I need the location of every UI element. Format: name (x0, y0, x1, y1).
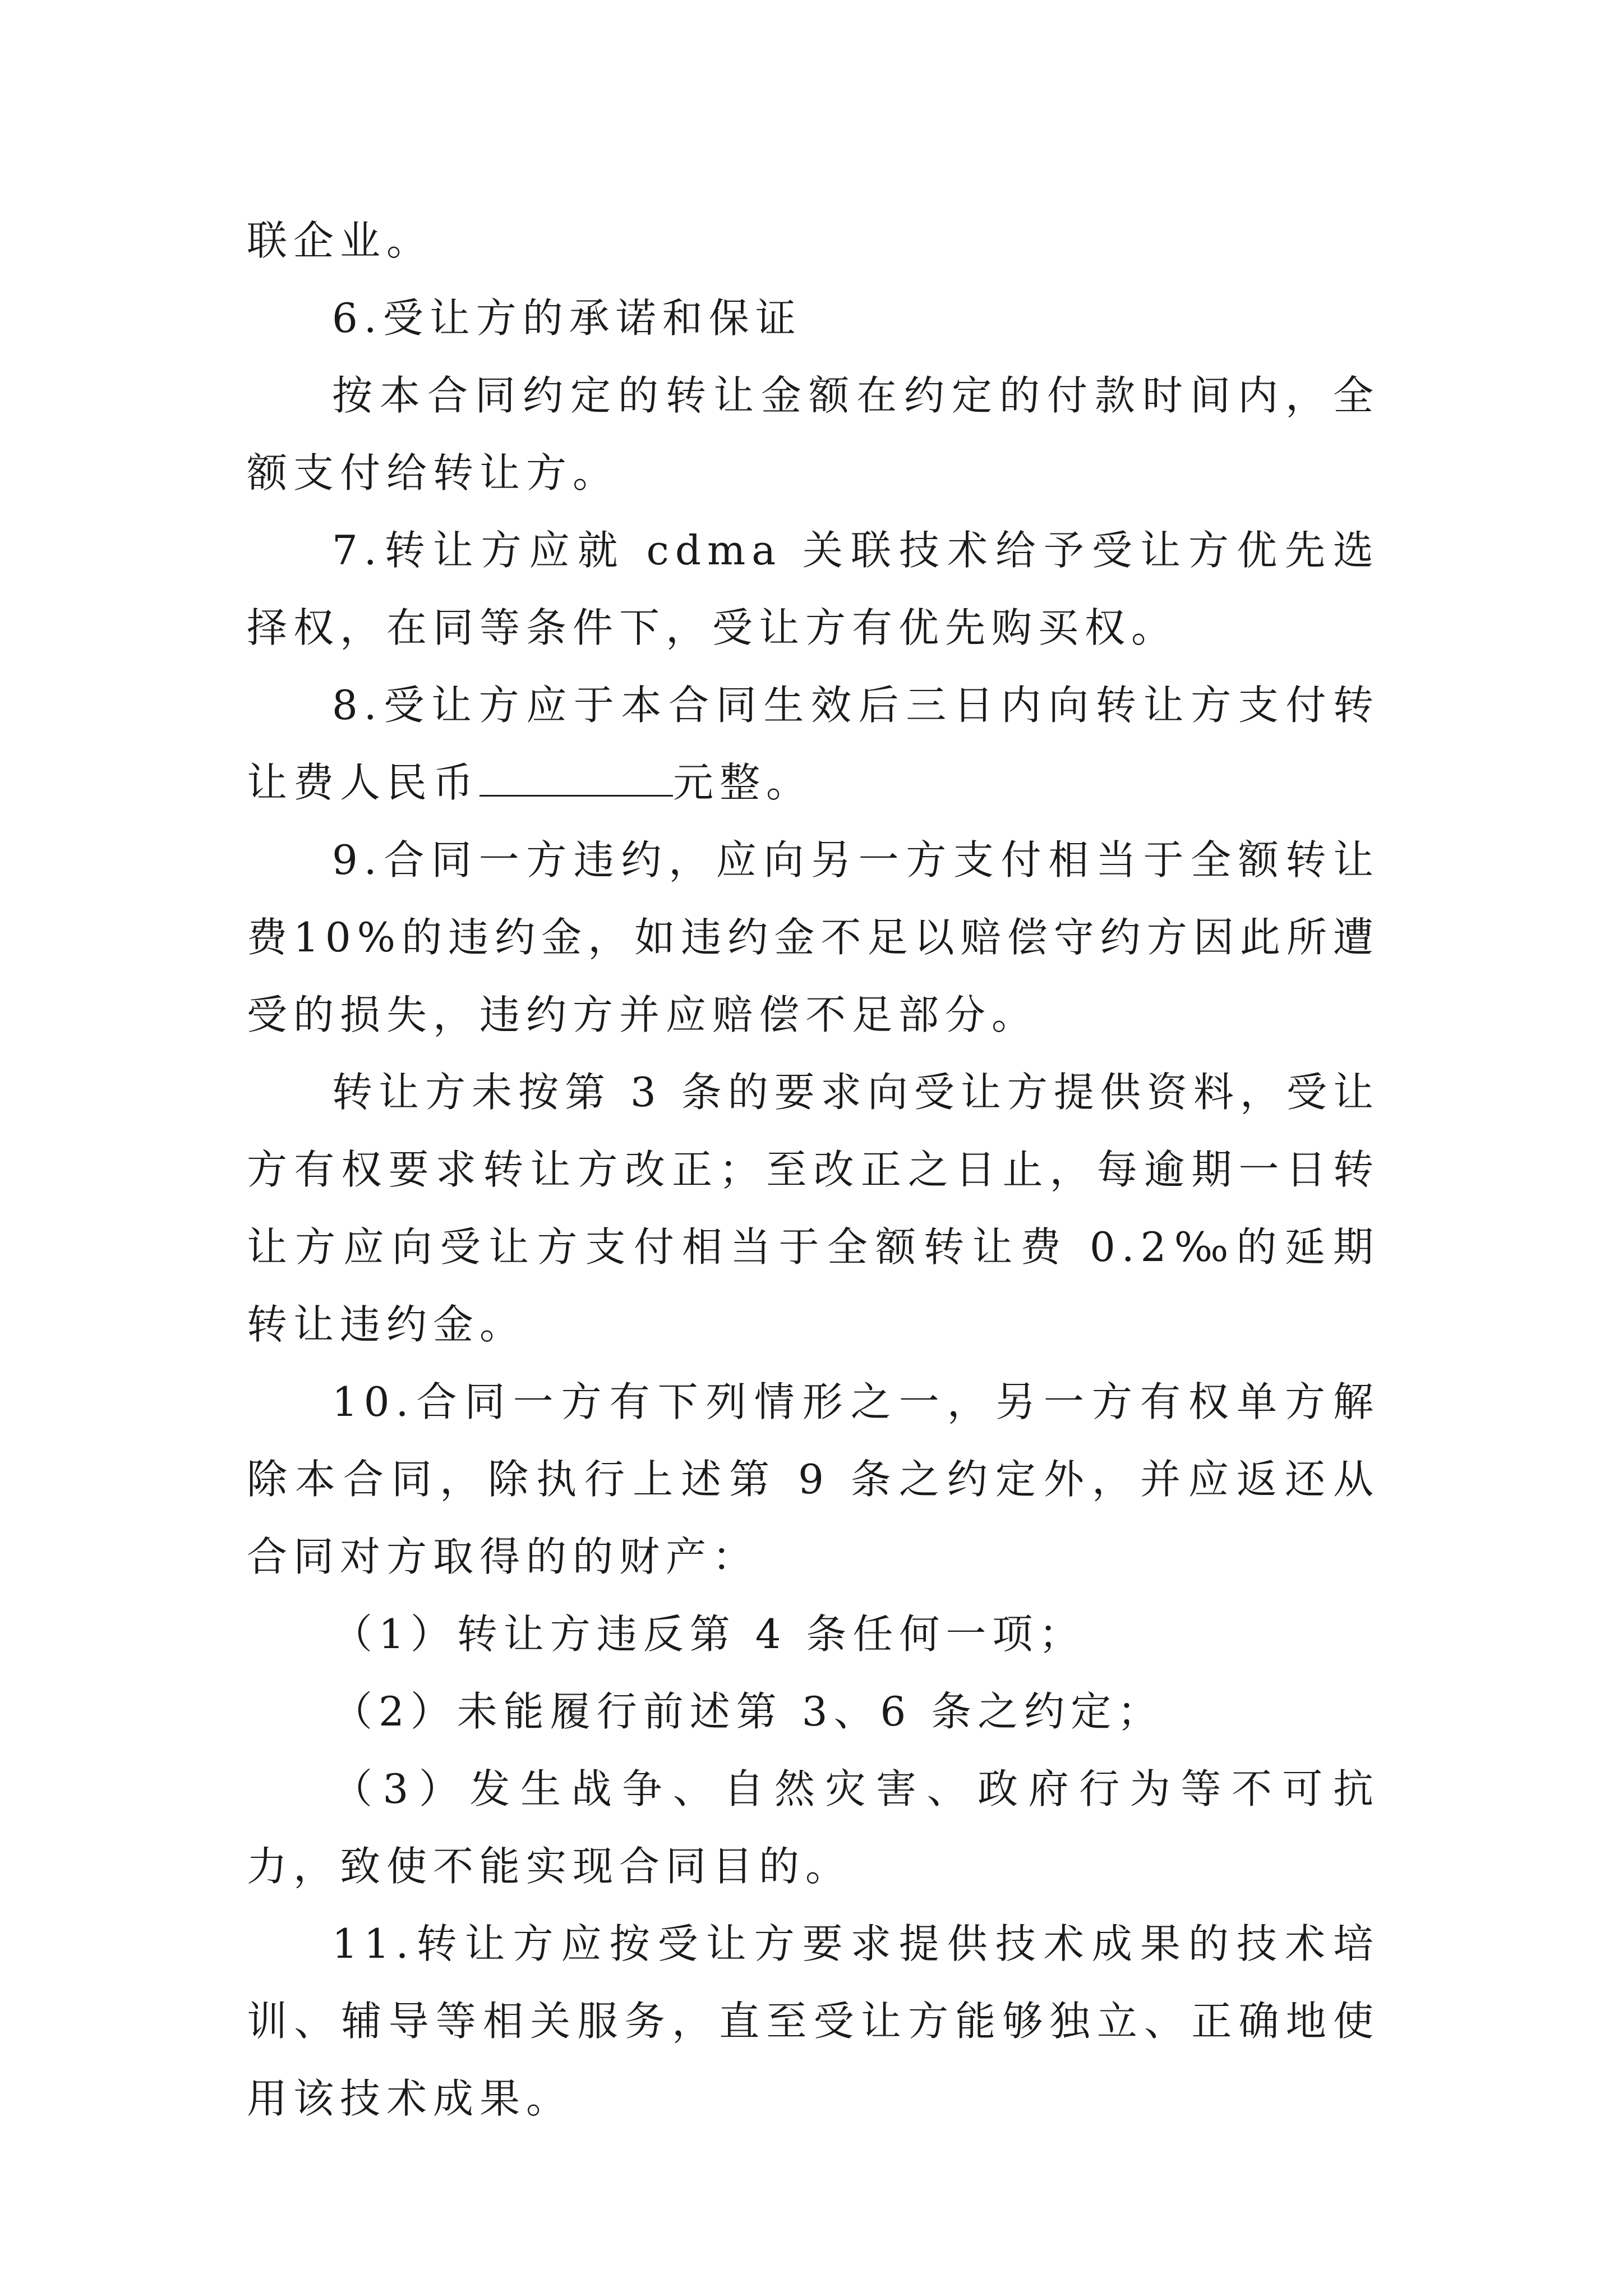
section-heading-6: 6.受让方的承诺和保证 (332, 295, 802, 342)
clause-9: 9.合同一方违约，应向另一方支付相当于全额转让费10%的违约金，如违约金不足以赔偿守约方因此所遭受的损失，违约方并应赔偿不足部分。 (247, 836, 1380, 1038)
paragraph-payment-commitment: 按本合同约定的转让金额在约定的付款时间内，全额支付给转让方。 (247, 372, 1380, 496)
paragraph-continuation: 联企业。 (247, 217, 434, 264)
paragraph-late-delivery-penalty: 转让方未按第 3 条的要求向受让方提供资料，受让方有权要求转让方改正；至改正之日止，每逾期一日转让方应向受让方支付相当于全额转让费 0.2‰的延期转让违约金。 (247, 1069, 1380, 1348)
clause-8 (247, 666, 1380, 821)
amount-blank-line (479, 761, 673, 797)
clause-10-item-2: （2）未能履行前述第 3、6 条之约定； (332, 1688, 1164, 1735)
clause-11: 11.转让方应按受让方要求提供技术成果的技术培训、辅导等相关服务，直至受让方能够独立、正确地使用该技术成果。 (247, 1920, 1380, 2122)
clause-10-item-3: （3）发生战争、自然灾害、政府行为等不可抗力，致使不能实现合同目的。 (247, 1765, 1380, 1890)
document-body (247, 202, 1380, 2137)
clause-10-item-1: （1）转让方违反第 4 条任何一项； (332, 1611, 1086, 1658)
clause-7: 7.转让方应就 cdma 关联技术给予受让方优先选择权，在同等条件下，受让方有优先购买权。 (247, 527, 1380, 651)
clause-8-text-before: 8.受让方应于本合同生效后三日内向转让方支付转让费人民币 (247, 682, 1380, 806)
clause-8-text-after: 元整。 (673, 759, 813, 806)
clause-10: 10.合同一方有下列情形之一，另一方有权单方解除本合同，除执行上述第 9 条之约定外，并应返还从合同对方取得的的财产： (247, 1378, 1380, 1580)
